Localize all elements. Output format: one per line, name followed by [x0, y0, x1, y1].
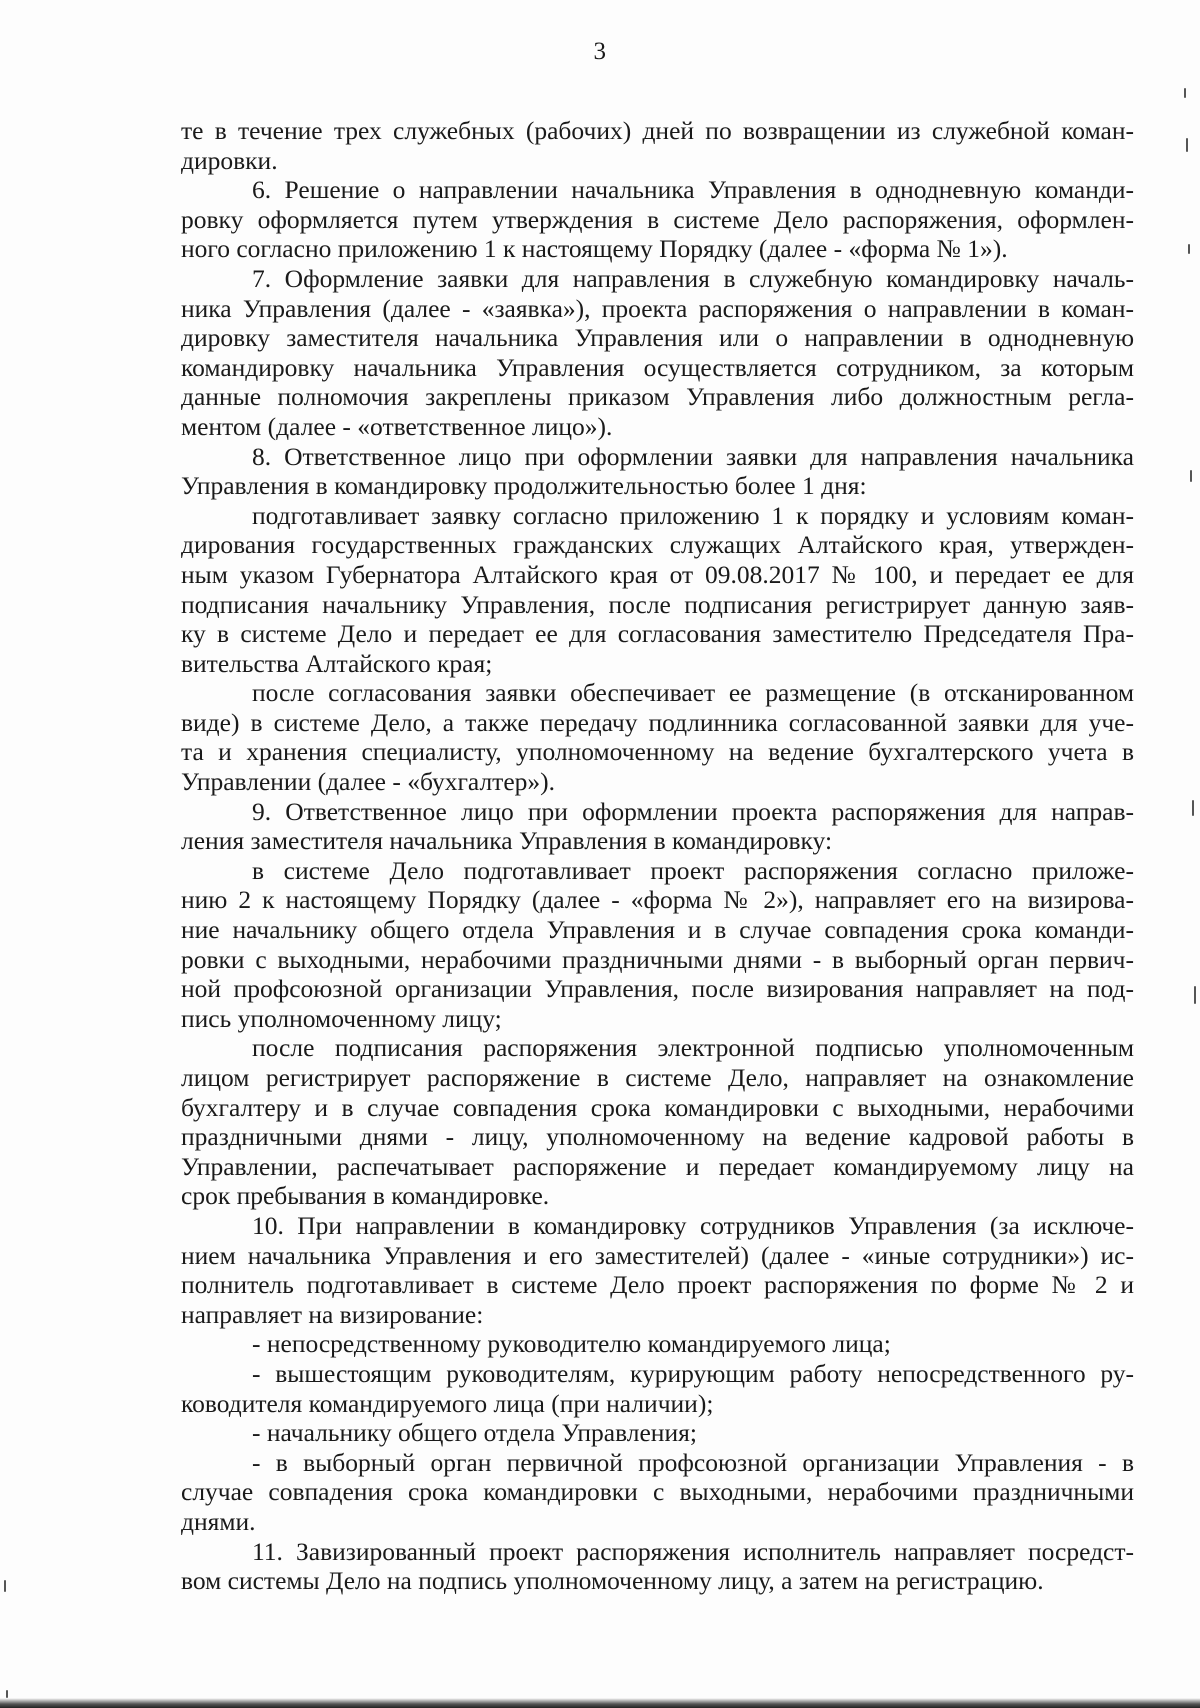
text-line: 6. Решение о направлении начальника Управления в однодневную команди-: [252, 175, 1134, 205]
text-line: ной профсоюзной организации Управления, после визирования направляет на под-: [181, 974, 1134, 1004]
text-line: та и хранения специалисту, уполномоченному на ведение бухгалтерского учета в: [181, 737, 1134, 767]
text-line: ления заместителя начальника Управления в командировку:: [181, 826, 833, 856]
text-line: пись уполномоченному лицу;: [181, 1003, 502, 1033]
text-line: ным указом Губернатора Алтайского края от 09.08.2017 № 100, и передает ее для: [181, 559, 1134, 589]
text-line: праздничными днями - лицу, уполномоченному на ведение кадровой работы в: [181, 1122, 1134, 1152]
document-body: [181, 116, 1134, 1596]
text-line: подписания начальнику Управления, после подписания регистрирует данную заяв-: [181, 589, 1134, 619]
scan-speck: [6, 1690, 8, 1698]
scan-speck: [1194, 986, 1196, 1004]
text-line: 7. Оформление заявки для направления в служебную командировку началь-: [252, 263, 1134, 293]
text-line: ника Управления (далее - «заявка»), проекта распоряжения о направлении в коман-: [181, 293, 1134, 323]
text-line: - непосредственному руководителю командируемого лица;: [252, 1329, 891, 1359]
text-line: вительства Алтайского края;: [181, 648, 493, 678]
text-line: Управлении, распечатывает распоряжение и передает командируемому лицу на: [181, 1151, 1134, 1181]
text-line: направляет на визирование:: [181, 1299, 484, 1329]
text-line: лицом регистрирует распоряжение в системе Дело, направляет на ознакомление: [181, 1063, 1134, 1092]
text-line: 8. Ответственное лицо при оформлении заявки для направления начальника: [252, 441, 1134, 471]
text-line: ние начальнику общего отдела Управления и в случае совпадения срока команди-: [181, 915, 1134, 945]
text-line: вом системы Дело на подпись уполномоченному лицу, а затем на регистрацию.: [181, 1566, 1044, 1596]
text-line: - начальнику общего отдела Управления;: [252, 1418, 697, 1448]
text-line: подготавливает заявку согласно приложению 1 к порядку и условиям коман-: [252, 500, 1134, 530]
scan-speck: [1188, 244, 1190, 254]
scan-bottom-edge: [0, 1698, 1200, 1708]
text-line: те в течение трех служебных (рабочих) дней по возвращении из служебной коман-: [181, 116, 1134, 145]
text-line: ровку оформляется путем утверждения в системе Дело распоряжения, оформлен-: [181, 204, 1134, 234]
text-line: ку в системе Дело и передает ее для согласования заместителю Председателя Пра-: [181, 619, 1134, 649]
text-line: днями.: [181, 1506, 256, 1536]
text-line: дировку заместителя начальника Управления или о направлении в однодневную: [181, 323, 1134, 353]
text-line: Управлении (далее - «бухгалтер»).: [181, 767, 556, 797]
text-line: 9. Ответственное лицо при оформлении проекта распоряжения для направ-: [252, 796, 1134, 826]
text-line: виде) в системе Дело, а также передачу подлинника согласованной заявки для уче-: [181, 707, 1134, 737]
text-line: после подписания распоряжения электронной подписью уполномоченным: [252, 1033, 1134, 1063]
text-line: - в выборный орган первичной профсоюзной организации Управления - в: [252, 1447, 1134, 1477]
text-line: срок пребывания в командировке.: [181, 1181, 550, 1211]
text-line: - вышестоящим руководителям, курирующим работу непосредственного ру-: [252, 1358, 1134, 1388]
text-line: нием начальника Управления и его заместителей) (далее - «иные сотрудники») ис-: [181, 1240, 1134, 1270]
text-line: ментом (далее - «ответственное лицо»).: [181, 411, 613, 441]
text-line: ководителя командируемого лица (при наличии);: [181, 1388, 714, 1418]
text-line: бухгалтеру и в случае совпадения срока командировки с выходными, нерабочими: [181, 1092, 1134, 1122]
scan-speck: [1192, 800, 1194, 816]
scan-speck: [1186, 138, 1188, 152]
scan-speck: [4, 1580, 6, 1592]
text-line: нию 2 к настоящему Порядку (далее - «форма № 2»), направляет его на визирова-: [181, 885, 1134, 915]
text-line: дировки.: [181, 145, 278, 175]
text-line: 11. Завизированный проект распоряжения исполнитель направляет посредст-: [252, 1536, 1134, 1566]
text-line: 10. При направлении в командировку сотрудников Управления (за исключе-: [252, 1210, 1134, 1240]
text-line: случае совпадения срока командировки с выходными, нерабочими праздничными: [181, 1477, 1134, 1507]
text-line: Управления в командировку продолжительностью более 1 дня:: [181, 471, 867, 501]
text-line: в системе Дело подготавливает проект распоряжения согласно приложе-: [252, 855, 1134, 885]
text-line: командировку начальника Управления осуществляется сотрудником, за которым: [181, 352, 1134, 382]
text-line: после согласования заявки обеспечивает ее размещение (в отсканированном: [252, 678, 1134, 708]
page-number: 3: [593, 38, 607, 65]
text-line: ного согласно приложению 1 к настоящему Порядку (далее - «форма № 1»).: [181, 234, 1008, 264]
text-line: дирования государственных гражданских служащих Алтайского края, утвержден-: [181, 530, 1134, 560]
text-line: ровки с выходными, нерабочими праздничными днями - в выборный орган первич-: [181, 944, 1134, 974]
scan-speck: [1190, 470, 1192, 482]
text-line: данные полномочия закреплены приказом Управления либо должностным регла-: [181, 382, 1134, 412]
text-line: полнитель подготавливает в системе Дело проект распоряжения по форме № 2 и: [181, 1270, 1134, 1300]
scan-speck: [1184, 88, 1186, 98]
